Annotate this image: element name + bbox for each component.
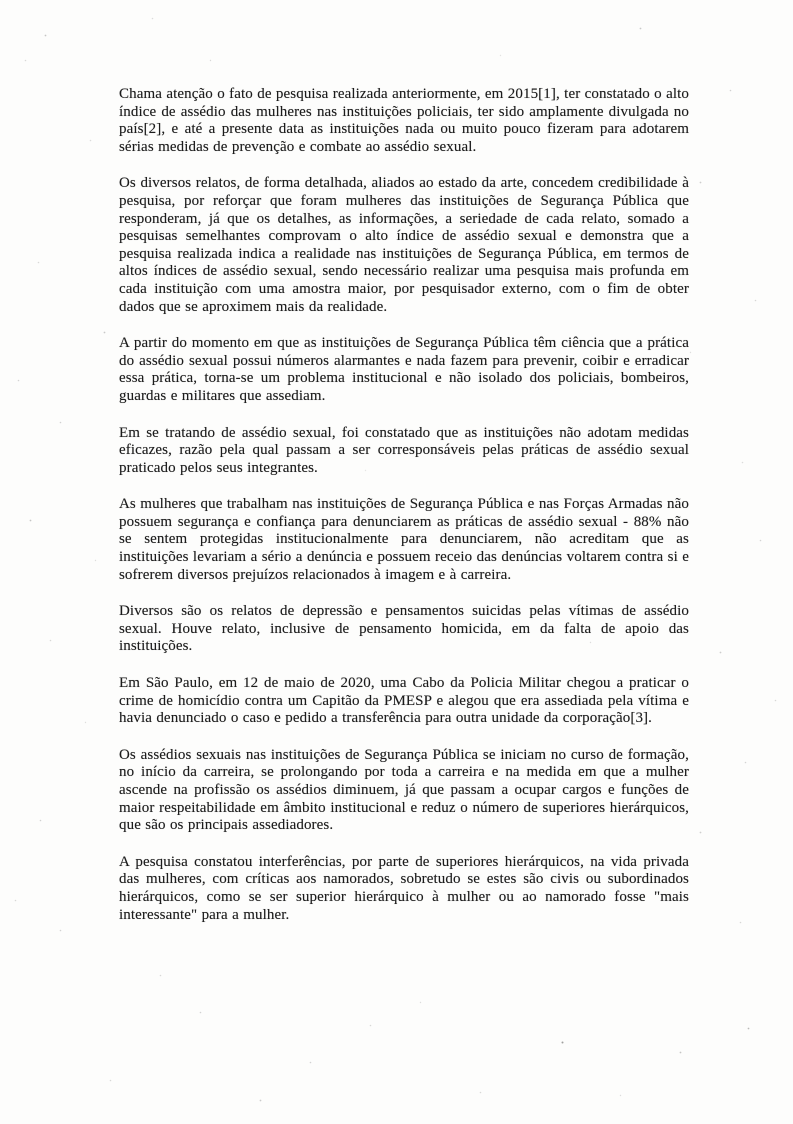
document-text-block <box>119 86 689 943</box>
paragraph-1: Chama atenção o fato de pesquisa realizada anteriormente, em 2015[1], ter constatado o alto índice de assédio das mulheres nas instituições policiais, ter sido amplamente divulgada no país[2], e até a presente data as instituições nada ou muito pouco fizeram para adotarem sérias medidas de prevenção e combate ao assédio sexual. <box>119 86 689 155</box>
paragraph-8: Os assédios sexuais nas instituições de Segurança Pública se iniciam no curso de formação, no início da carreira, se prolongando por toda a carreira e na medida em que a mulher ascende na profissão os assédios diminuem, já que passam a ocupar cargos e funções de maior respeitabilidade em âmbito institucional e reduz o número de superiores hierárquicos, que são os principais assediadores. <box>119 746 689 834</box>
paragraph-2: Os diversos relatos, de forma detalhada, aliados ao estado da arte, concedem credibilidade à pesquisa, por reforçar que foram mulheres das instituições de Segurança Pública que responderam, já que os detalhes, as informações, a seriedade de cada relato, somado a pesquisas semelhantes comprovam o alto índice de assédio sexual e demonstra que a pesquisa realizada indica a realidade nas instituições de Segurança Pública, em termos de altos índices de assédio sexual, sendo necessário realizar uma pesquisa mais profunda em cada instituição com uma amostra maior, por pesquisador externo, com o fim de obter dados que se aproximem mais da realidade. <box>119 175 689 315</box>
paragraph-6: Diversos são os relatos de depressão e pensamentos suicidas pelas vítimas de assédio sexual. Houve relato, inclusive de pensamento homicida, em da falta de apoio das instituições. <box>119 603 689 655</box>
paragraph-3: A partir do momento em que as instituições de Segurança Pública têm ciência que a prática do assédio sexual possui números alarmantes e nada fazem para prevenir, coibir e erradicar essa prática, torna-se um problema institucional e não isolado dos policiais, bombeiros, guardas e militares que assediam. <box>119 335 689 404</box>
scan-noise-speckles <box>0 0 1 1</box>
paragraph-4: Em se tratando de assédio sexual, foi constatado que as instituições não adotam medidas eficazes, razão pela qual passam a ser corresponsáveis pelas práticas de assédio sexual praticado pelos seus integrantes. <box>119 424 689 476</box>
paragraph-9: A pesquisa constatou interferências, por parte de superiores hierárquicos, na vida privada das mulheres, com críticas aos namorados, sobretudo se estes são civis ou subordinados hierárquicos, como se ser superior hierárquico à mulher ou ao namorado fosse "mais interessante" para a mulher. <box>119 853 689 923</box>
paragraph-7: Em São Paulo, em 12 de maio de 2020, uma Cabo da Policia Militar chegou a praticar o crime de homicídio contra um Capitão da PMESP e alegou que era assediada pela vítima e havia denunciado o caso e pedido a transferência para outra unidade da corporação[3]. <box>119 675 689 727</box>
paragraph-5: As mulheres que trabalham nas instituições de Segurança Pública e nas Forças Armadas não possuem segurança e confiança para denunciarem as práticas de assédio sexual - 88% não se sentem protegidas institucionalmente para denunciarem, não acreditam que as instituições levariam a sério a denúncia e possuem receio das denúncias voltarem contra si e sofrerem diversos prejuízos relacionados à imagem e à carreira. <box>119 496 689 583</box>
